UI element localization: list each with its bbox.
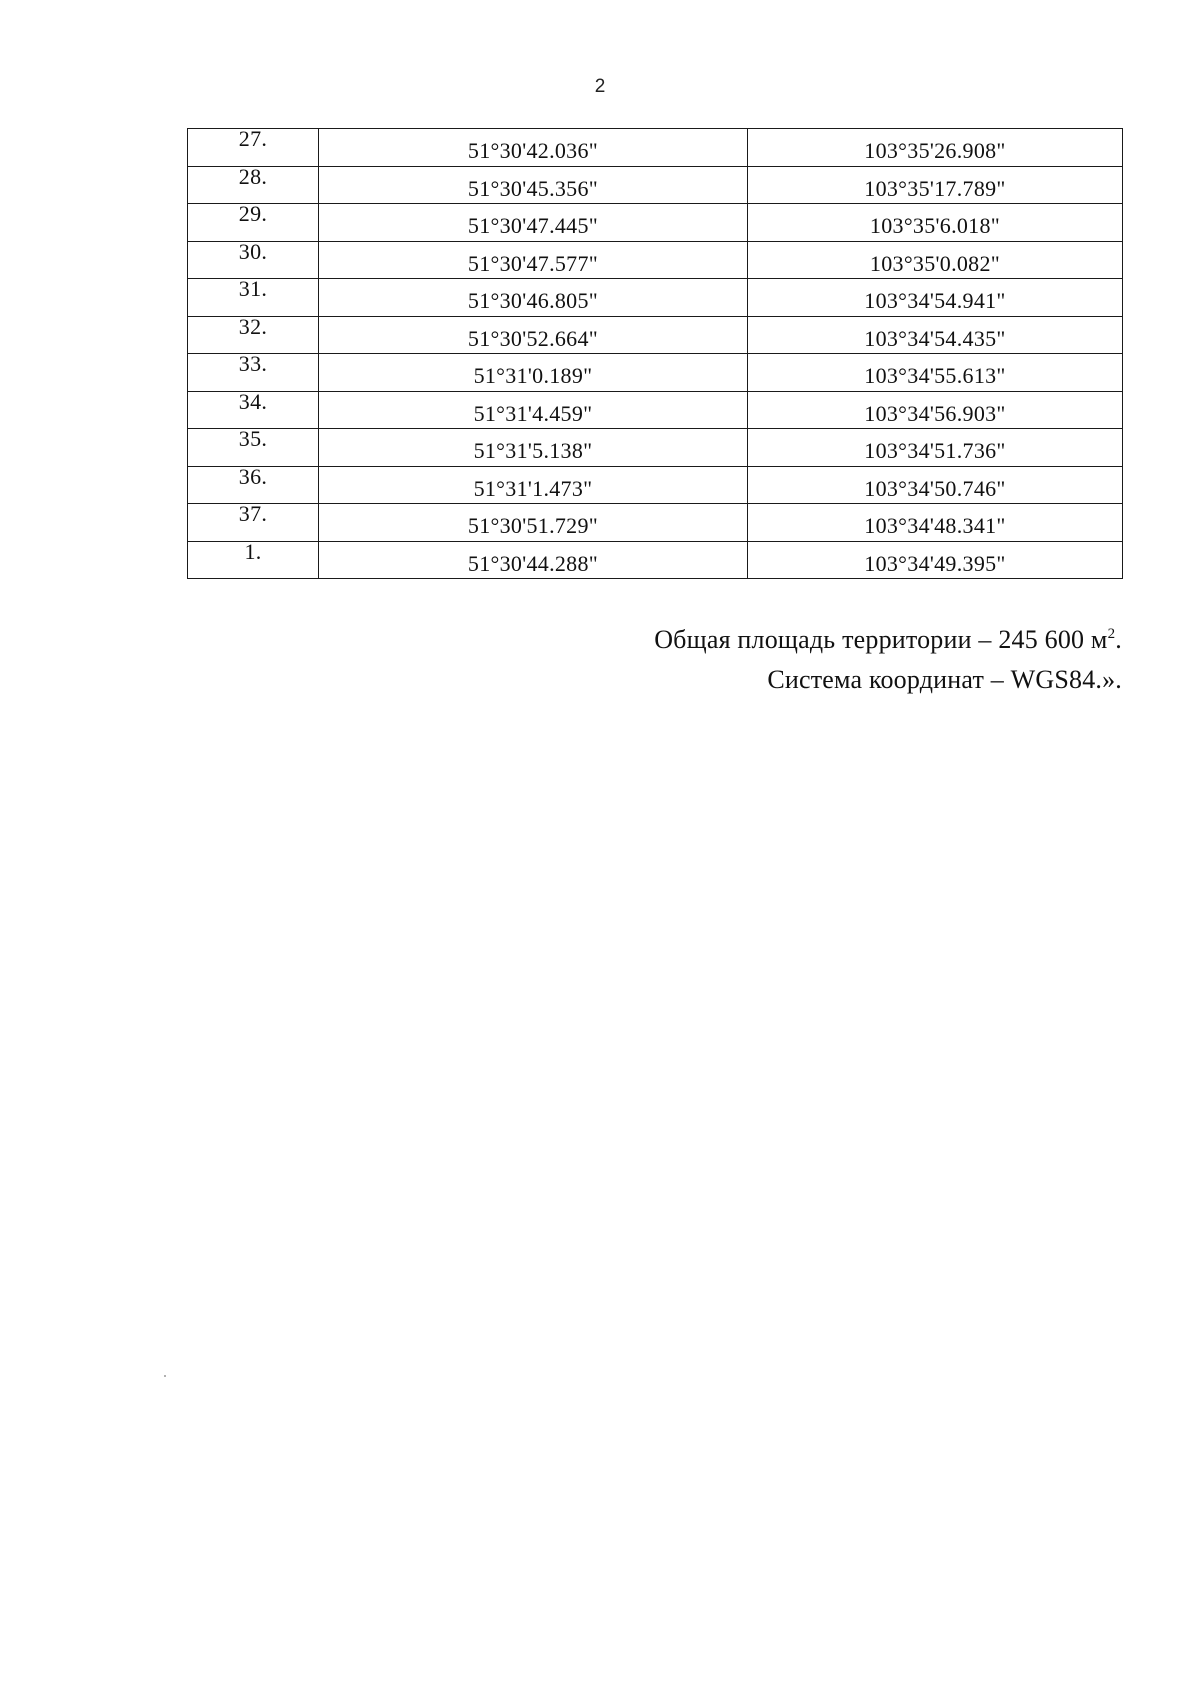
point-number-cell — [188, 126, 319, 167]
table-row — [188, 316, 1123, 354]
longitude-cell-text: 103°34'55.613" — [864, 363, 1006, 389]
total-area-text: Общая площадь территории – 245 600 м — [654, 625, 1108, 654]
longitude-cell-text: 103°34'56.903" — [864, 400, 1006, 426]
point-number-cell-text: 1. — [244, 538, 262, 564]
longitude-cell-text: 103°34'51.736" — [864, 438, 1006, 464]
point-number-cell-text: 30. — [238, 238, 268, 264]
latitude-cell — [319, 316, 748, 354]
point-number-cell — [188, 238, 319, 279]
table-row — [188, 391, 1123, 429]
longitude-cell-text: 103°35'17.789" — [864, 175, 1006, 201]
longitude-cell-text: 103°35'26.908" — [864, 138, 1006, 164]
longitude-cell — [748, 354, 1123, 392]
longitude-cell — [748, 504, 1123, 542]
table-row — [188, 279, 1123, 317]
longitude-cell — [748, 541, 1123, 579]
longitude-cell-text: 103°34'49.395" — [864, 550, 1006, 576]
point-number-cell — [188, 313, 319, 354]
longitude-cell — [748, 316, 1123, 354]
table-row — [188, 466, 1123, 504]
point-number-cell — [188, 463, 319, 504]
latitude-cell-text: 51°31'0.189" — [473, 363, 593, 389]
point-number-cell-text: 29. — [238, 201, 268, 227]
latitude-cell — [319, 241, 748, 279]
latitude-cell — [319, 166, 748, 204]
table-row — [188, 429, 1123, 467]
coordinates-table-body — [188, 126, 1123, 579]
table-row — [188, 129, 1123, 167]
coordinates-table — [187, 128, 1123, 579]
longitude-cell — [748, 129, 1123, 167]
latitude-cell — [319, 354, 748, 392]
point-number-cell — [188, 163, 319, 204]
latitude-cell-text: 51°30'44.288" — [467, 550, 599, 576]
longitude-cell — [748, 204, 1123, 242]
table-row — [188, 241, 1123, 279]
point-number-cell — [188, 426, 319, 467]
longitude-cell-text: 103°34'48.341" — [864, 513, 1006, 539]
table-row — [188, 354, 1123, 392]
point-number-cell-text: 31. — [238, 276, 268, 302]
longitude-cell-text: 103°34'50.746" — [864, 475, 1006, 501]
point-number-cell-text: 37. — [238, 501, 268, 527]
longitude-cell-text: 103°34'54.435" — [864, 325, 1006, 351]
table-row — [188, 166, 1123, 204]
latitude-cell-text: 51°30'51.729" — [467, 513, 599, 539]
point-number-cell-text: 27. — [238, 126, 268, 152]
table-row — [188, 541, 1123, 579]
latitude-cell-text: 51°30'47.577" — [467, 250, 599, 276]
latitude-cell-text: 51°30'45.356" — [467, 175, 599, 201]
point-number-cell-text: 32. — [238, 313, 268, 339]
longitude-cell — [748, 466, 1123, 504]
coordinate-system-line: Система координат – WGS84.». — [767, 665, 1122, 694]
latitude-cell — [319, 504, 748, 542]
latitude-cell — [319, 279, 748, 317]
latitude-cell-text: 51°30'46.805" — [467, 288, 599, 314]
longitude-cell-text: 103°35'6.018" — [869, 213, 1001, 239]
scan-speck — [164, 1375, 166, 1377]
latitude-cell-text: 51°30'42.036" — [467, 138, 599, 164]
point-number-cell — [188, 501, 319, 542]
area-unit-superscript: 2 — [1107, 626, 1116, 642]
longitude-cell — [748, 391, 1123, 429]
longitude-cell — [748, 241, 1123, 279]
latitude-cell — [319, 429, 748, 467]
point-number-cell — [188, 201, 319, 242]
point-number-cell-text: 35. — [238, 426, 268, 452]
point-number-cell-text: 34. — [238, 388, 268, 414]
longitude-cell — [748, 166, 1123, 204]
total-area-suffix: . — [1115, 625, 1122, 654]
latitude-cell — [319, 391, 748, 429]
longitude-cell — [748, 429, 1123, 467]
latitude-cell — [319, 129, 748, 167]
latitude-cell — [319, 466, 748, 504]
longitude-cell-text: 103°34'54.941" — [864, 288, 1006, 314]
table-row — [188, 504, 1123, 542]
point-number-cell — [188, 538, 319, 579]
longitude-cell — [748, 279, 1123, 317]
point-number-cell — [188, 276, 319, 317]
latitude-cell-text: 51°30'47.445" — [467, 213, 599, 239]
latitude-cell-text: 51°31'1.473" — [473, 475, 593, 501]
point-number-cell — [188, 388, 319, 429]
point-number-cell — [188, 351, 319, 392]
latitude-cell — [319, 541, 748, 579]
table-row — [188, 204, 1123, 242]
point-number-cell-text: 33. — [238, 351, 268, 377]
latitude-cell-text: 51°31'4.459" — [473, 400, 593, 426]
latitude-cell-text: 51°31'5.138" — [473, 438, 593, 464]
point-number-cell-text: 28. — [238, 163, 268, 189]
page-number: 2 — [594, 76, 606, 97]
total-area-line — [654, 620, 1122, 660]
latitude-cell — [319, 204, 748, 242]
summary-block — [654, 620, 1122, 700]
longitude-cell-text: 103°35'0.082" — [869, 250, 1001, 276]
point-number-cell-text: 36. — [238, 463, 268, 489]
latitude-cell-text: 51°30'52.664" — [467, 325, 599, 351]
